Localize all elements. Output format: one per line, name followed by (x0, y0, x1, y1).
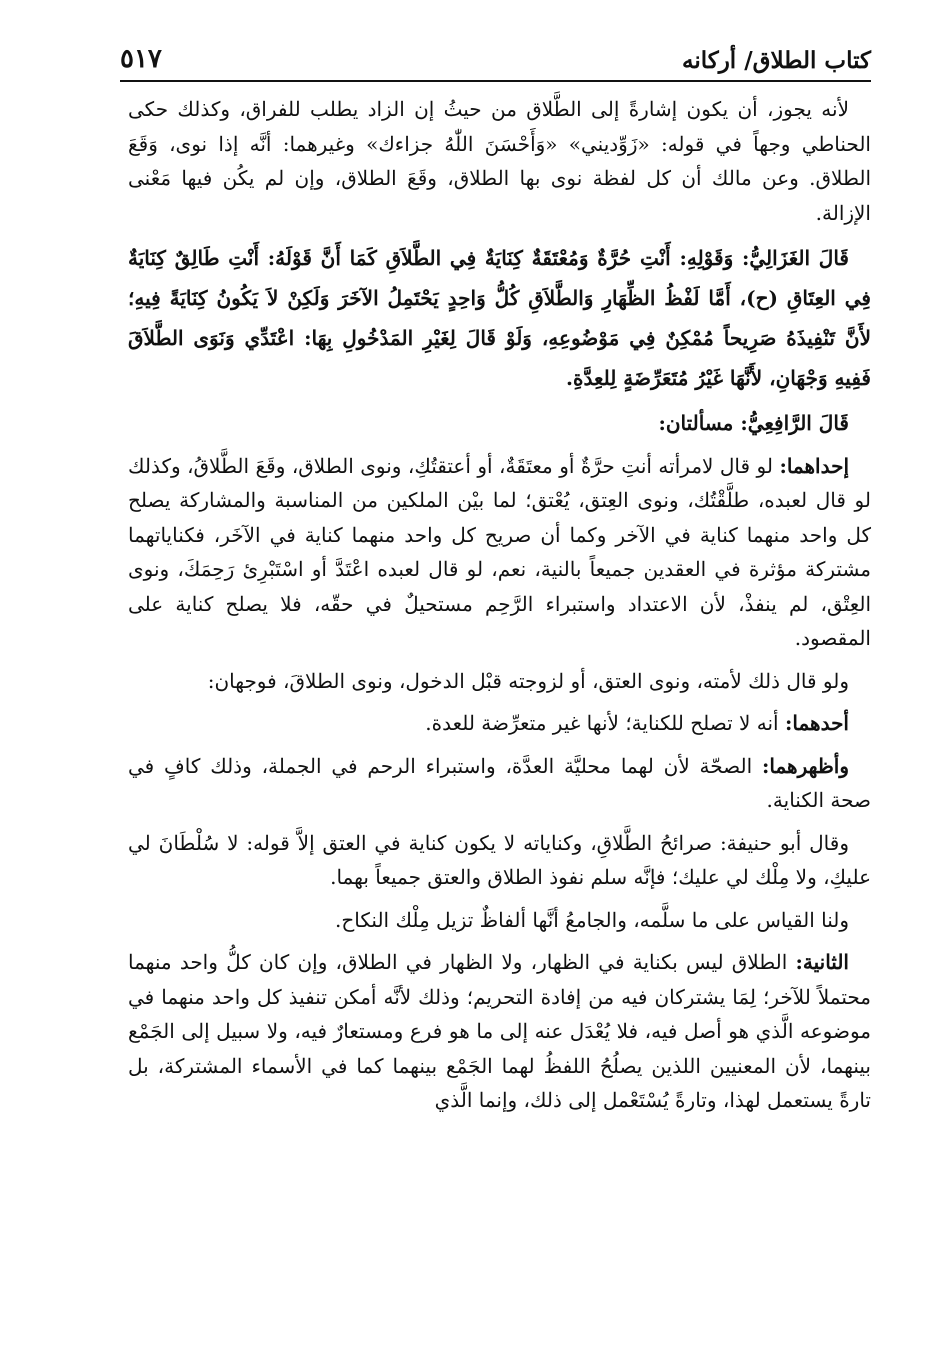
paragraph-analogy: ولنا القياس على ما سلَّمه، والجامعُ أنَّها ألفاظٌ تزيل مِلْك النكاح. (335, 907, 849, 932)
first-issue-text: لو قال لامرأته أنتِ حرَّةٌ أو معتَقَةٌ، أو أعتقتُكِ، ونوى الطلاق، وقَعَ الطَّلاقُ، وكذلك لو قال لعبده، طلَّقْتُك، ونوى العِتق، يُعْتق؛ لما بيْن الملكين من المناسبة والمشاركة يصلح كل واحد منهما كناية في الآخر وكما أن صريح كل واحد منهما كناية في الآخَر، فكناياتهما مشتركة مؤثرة في العقدين جميعاً بالنية، نعم، لو قال لعبده اعْتَدَّ أو اسْتَبْرِئ رَحِمَكَ، ونوى العِتْق، لم ينفذْ، لأن الاعتداد واستبراء الرَّحِم مستحيلٌ في حقّه، فلا يصلح كناية على المقصود. (128, 453, 871, 650)
paragraph-two-views: ولو قال ذلك لأمته، ونوى العتق، أو لزوجته قبْل الدخول، ونوى الطلاقَ، فوجهان: (207, 668, 849, 693)
second-issue-label: الثانية: (795, 950, 849, 974)
paragraph-first-issue (128, 449, 871, 656)
paragraph-second-issue (128, 945, 871, 1118)
ghazali-quote: قَالَ الغَزَالِيُّ: وَقَوْلِهِ: أَنْتِ حُرَّةٌ وَمُعْتَقَةٌ كِنَايَةٌ فِي الطَّلاَقِ كَمَا أَنَّ قَوْلَهُ: أَنْتِ طَالِقٌ كِنَايَةٌ فِي العِتَاقِ (ح)، أَمَّا لَفْظُ الظِّهَارِ وَالطَّلاَقِ كُلُّ وَاحِدٍ يَحْتَمِلُ الآخَرَ وَلَكِنْ لاَ يَكُونُ كِنَايَةً فِيهِ؛ لأَنَّ تَنْفِيذَهُ صَرِيحاً مُمْكِنٌ فِي مَوْضُوعِهِ، وَلَوْ قَالَ لِغَيْرِ المَدْخُولِ بِهَا: اعْتَدِّي وَنَوَى الطَّلاَقَ فَفِيهِ وَجْهَانِ، لأَنَّهَا غَيْرُ مُتَعَرِّضَةٍ لِلعِدَّةِ. (128, 246, 871, 390)
paragraph-abu-hanifa: وقال أبو حنيفة: صرائحُ الطَّلاقِ، وكناياته لا يكون كناية في العتق إلاَّ قوله: لا سُلْطَانَ لي عليكِ، ولا مِلْك لي عليك؛ فإنَّه سلم نفوذ الطلاق والعتق جميعاً بهما. (128, 830, 871, 889)
page-number: ٥١٧ (120, 44, 162, 74)
paragraph-1: لأنه يجوز، أن يكون إشارةً إلى الطَّلاق من حيثُ إن الزاد يطلب للفراق، وكذلك حكى الحناطي وجهاً في قوله: «زَوِّديني» «وَأَحْسَنَ اللّٰهُ جزاءك» وغيرهما: أنَّه إذا نوى، وَقَعَ الطلاق. وعن مالك أن كل لفظة نوى بها الطلاق، وقَعَ الطلاق، وإن لم يكُن فيها مَعْنى الإزالة. (128, 97, 871, 225)
view-one-label: أحدهما: (784, 711, 849, 735)
rafii-heading: قَالَ الرَّافِعِيُّ: مسألتان: (658, 411, 849, 435)
running-title: كتاب الطلاق/ أركانه (682, 47, 871, 74)
view-one-text: أنه لا تصلح للكناية؛ لأنها غير متعرِّضة للعدة. (425, 711, 785, 735)
view-two-label: وأظهرهما: (762, 753, 849, 778)
paragraph-view-two (128, 749, 871, 818)
page-body (128, 92, 871, 1126)
paragraph-view-one (128, 706, 871, 741)
first-issue-label: إحداهما: (779, 453, 849, 478)
page-header (120, 34, 871, 74)
header-rule (120, 80, 871, 82)
view-two-text: الصحّة لأن لهما محليَّة العدَّة، واستبراء الرحم في الجملة، وذلك كافٍ في صحة الكناية. (128, 753, 871, 812)
second-issue-text: الطلاق ليس بكناية في الظهار، ولا الظهار في الطلاق، وإن كان كلُّ واحد منهما محتملاً للآخر؛ لِمَا يشتركان فيه من إفادة التحريم؛ وذلك لأنَّه أمكن تنفيذ كل واحد منهما في موضوعه الَّذي هو أصل فيه، فلا يُعْدَل عنه إلى ما هو فرع ومستعارٌ فيه، ولا سبيل إلى الجَمْع بينهما، لأن المعنيين اللذين يصلُحُ اللفظُ لهما الجَمْع بينهما كما في الأسماء المشتركة، بل تارةً يستعمل لهذا، وتارةً يُسْتَعْمل إلى ذلك، وإنما الَّذي (128, 950, 871, 1112)
